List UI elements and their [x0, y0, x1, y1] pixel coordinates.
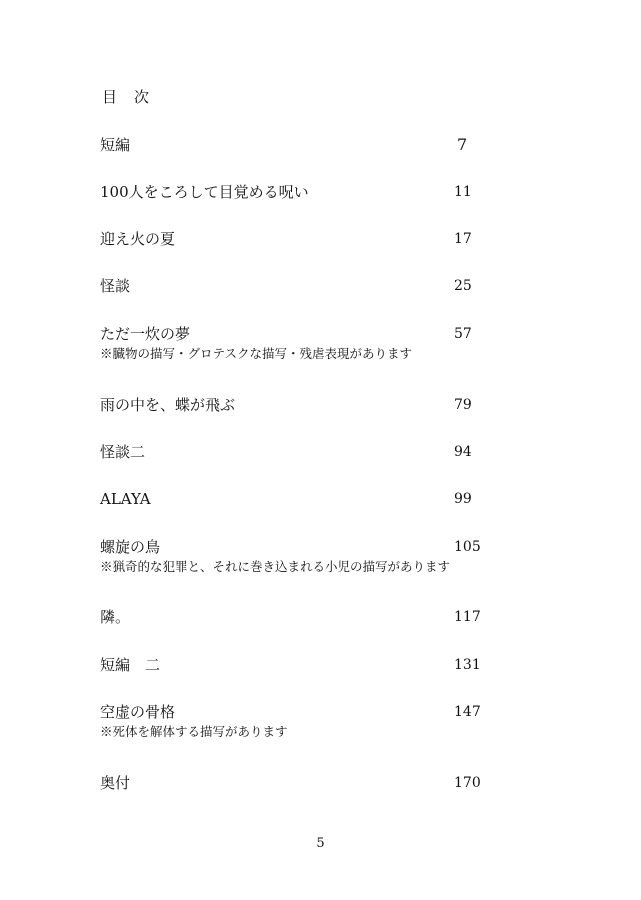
- entry-page-number: 105: [454, 539, 481, 555]
- page-number: 5: [316, 836, 325, 851]
- content-warning-note: ※猟奇的な犯罪と、それに巻き込まれる小児の描写があります: [100, 559, 451, 574]
- entry-title: 迎え火の夏: [100, 230, 176, 248]
- toc-entry: [100, 702, 481, 739]
- entry-page-number: 17: [454, 231, 472, 247]
- toc-entry: [100, 229, 480, 249]
- entry-title: 隣。: [100, 608, 131, 626]
- entry-title: 奥付: [100, 774, 131, 792]
- content-warning-note: ※死体を解体する描写があります: [100, 724, 288, 739]
- entry-page-number: 57: [454, 326, 472, 342]
- toc-entry: [100, 442, 480, 462]
- entry-page-number: 7: [457, 135, 468, 154]
- toc-entry: [100, 324, 480, 361]
- content-warning-note: ※臓物の描写・グロテスクな描写・残虐表現があります: [100, 346, 413, 361]
- entry-page-number: 79: [454, 397, 472, 413]
- toc-entry: [100, 655, 480, 675]
- toc-entry: [100, 182, 480, 202]
- entry-page-number: 25: [454, 278, 472, 294]
- entry-title: 短編: [100, 136, 131, 154]
- entry-page-number: 170: [454, 775, 481, 791]
- toc-entry: [100, 773, 480, 793]
- toc-entry: [100, 395, 480, 415]
- toc-entry: [100, 607, 480, 627]
- toc-entry: [100, 276, 480, 296]
- toc-entry: [100, 537, 481, 574]
- entry-page-number: 147: [454, 704, 481, 720]
- entry-page-number: 11: [454, 184, 472, 200]
- entry-page-number: 99: [454, 491, 472, 507]
- entry-title: 雨の中を、蝶が飛ぶ: [100, 396, 236, 414]
- entry-title: 螺旋の鳥: [100, 538, 161, 556]
- entry-title: ALAYA: [100, 490, 151, 508]
- entry-title: 短編 二: [100, 656, 161, 674]
- toc-heading: 目 次: [102, 88, 151, 106]
- entry-title: 怪談: [100, 277, 131, 295]
- toc-entry: [100, 489, 480, 509]
- toc-entry: [100, 135, 480, 155]
- entry-page-number: 131: [454, 657, 481, 673]
- entry-title: ただ一炊の夢: [100, 325, 191, 343]
- entry-title: 怪談二: [100, 443, 146, 461]
- entry-title: 100人をころして目覚める呪い: [100, 183, 309, 201]
- entry-page-number: 117: [454, 609, 481, 625]
- entry-title: 空虚の骨格: [100, 703, 176, 721]
- entry-page-number: 94: [454, 444, 472, 460]
